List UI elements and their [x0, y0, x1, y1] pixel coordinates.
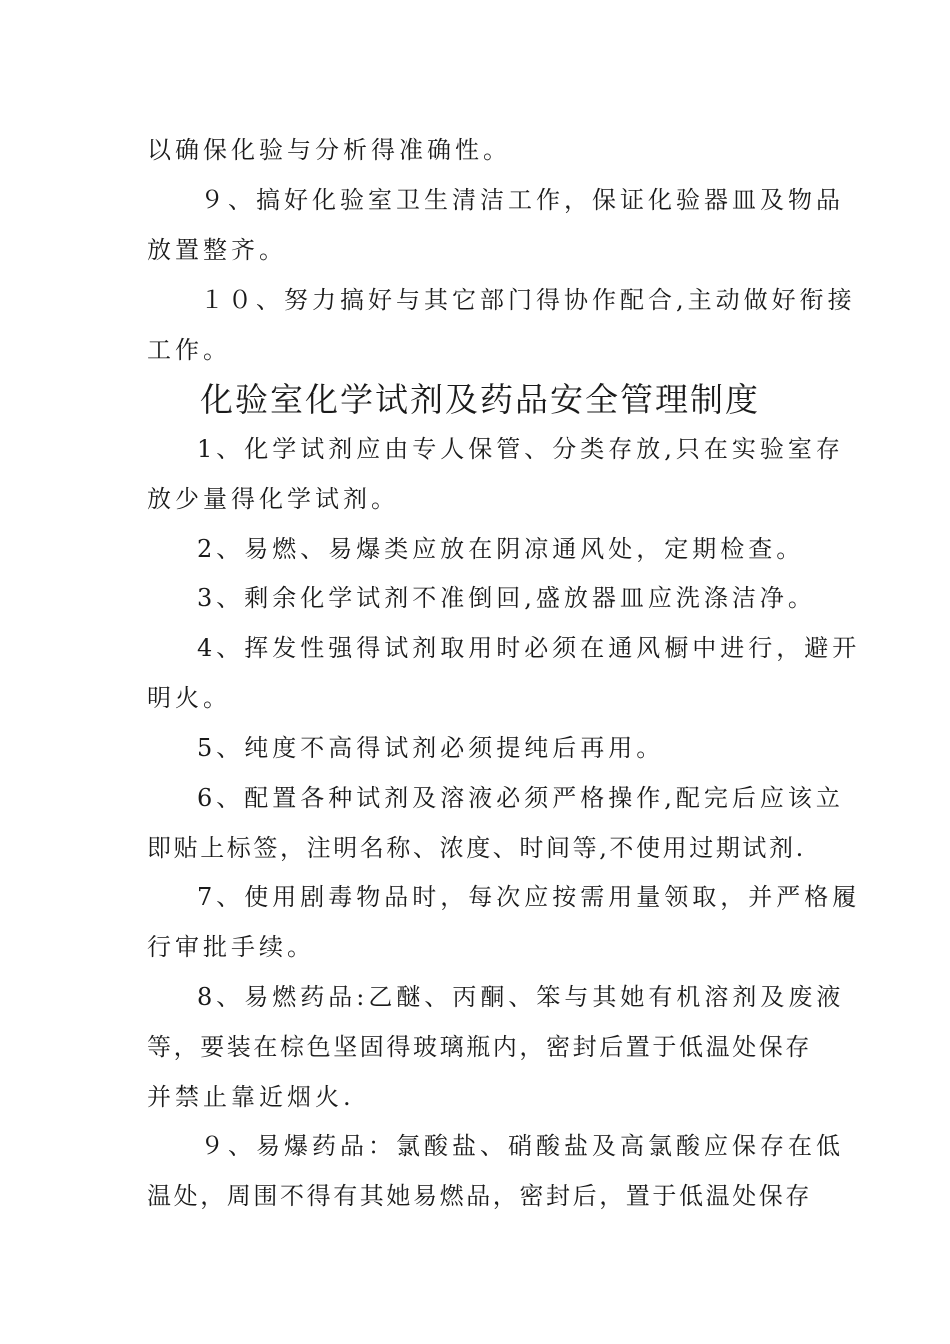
text-line: 2、易燃、易爆类应放在阴凉通风处，定期检查。	[197, 535, 805, 563]
text-line: 明火。	[147, 684, 231, 712]
text-line: 7、使用剧毒物品时，每次应按需用量领取，并严格履	[197, 883, 861, 911]
text-line: 3、剩余化学试剂不准倒回,盛放器皿应洗涤洁净。	[197, 584, 816, 612]
text-line: 以确保化验与分析得准确性。	[147, 136, 511, 164]
text-line: 温处，周围不得有其她易燃品，密封后，置于低温处保存	[147, 1182, 812, 1210]
text-line: 6、配置各种试剂及溶液必须严格操作,配完后应该立	[197, 784, 844, 812]
section-title: 化验室化学试剂及药品安全管理制度	[200, 380, 760, 419]
text-line: ９、搞好化验室卫生清洁工作，保证化验器皿及物品	[200, 186, 844, 214]
text-line: 1、化学试剂应由专人保管、分类存放,只在实验室存	[197, 435, 844, 463]
text-line: ９、易爆药品：氯酸盐、硝酸盐及高氯酸应保存在低	[200, 1132, 844, 1160]
text-line: 5、纯度不高得试剂必须提纯后再用。	[197, 734, 665, 762]
text-line: 工作。	[147, 336, 231, 364]
text-line: 8、易燃药品:乙醚、丙酮、笨与其她有机溶剂及废液	[197, 983, 845, 1011]
text-line: 放少量得化学试剂。	[147, 485, 399, 513]
text-line: 行审批手续。	[147, 933, 315, 961]
text-line: １０、努力搞好与其它部门得协作配合,主动做好衔接	[200, 286, 856, 314]
text-line: 并禁止靠近烟火.	[147, 1083, 355, 1111]
text-line: 等，要装在棕色坚固得玻璃瓶内，密封后置于低温处保存	[147, 1033, 812, 1061]
text-line: 即贴上标签，注明名称、浓度、时间等,不使用过期试剂.	[147, 834, 806, 862]
text-line: 4、挥发性强得试剂取用时必须在通风橱中进行，避开	[197, 634, 861, 662]
text-line: 放置整齐。	[147, 236, 287, 264]
